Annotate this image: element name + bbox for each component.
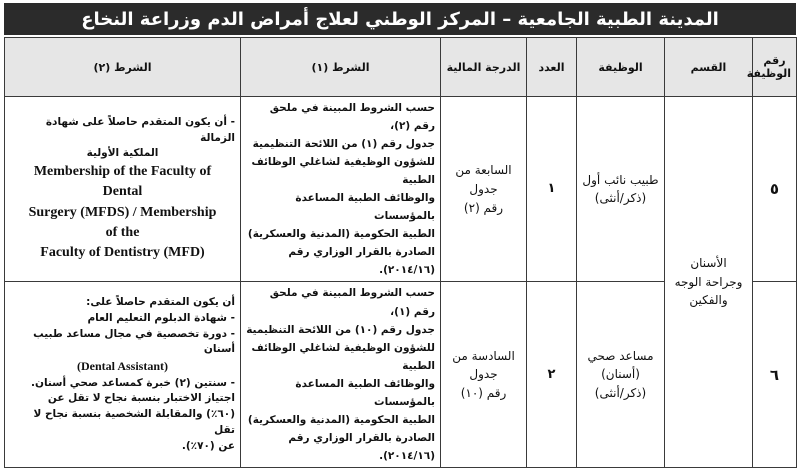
condition-line: الطبية الحكومية (المدنية والعسكرية)	[247, 228, 435, 241]
condition-line: - أن يكون المتقدم حاصلاً على شهادة الزمالة	[45, 115, 235, 144]
header-job: الوظيفة	[577, 38, 665, 97]
page-title: المدينة الطبية الجامعية – المركز الوطني لعلاج أمراض الدم وزراعة النخاع	[4, 3, 796, 35]
grade-line: رقم (١٠)	[460, 386, 507, 400]
english-qualification-line: Surgery (MFDS) / Membership	[28, 204, 217, 220]
department-cell: الأسنان وجراحة الوجه والفكين	[665, 97, 753, 468]
job-title-cell	[577, 97, 665, 282]
job-number-cell: ٥	[753, 97, 797, 282]
table-header-row	[5, 38, 797, 97]
condition-line: الصادرة بالقرار الوزاري رقم (٢٠١٤/١٦).	[288, 431, 435, 462]
count-cell: ١	[527, 97, 577, 282]
jobs-table	[4, 37, 797, 468]
condition-line: للشؤون الوظيفية لشاغلي الوظائف الطبية	[251, 156, 435, 187]
english-qualification-line: (Dental Assistant)	[76, 359, 168, 374]
job-number-cell: ٦	[753, 282, 797, 467]
english-qualification-line: Dental	[102, 184, 143, 200]
grade-cell	[441, 97, 527, 282]
condition-line: - شهادة الدبلوم التعليم العام	[87, 311, 235, 324]
grade-line: السادسة من جدول	[452, 348, 515, 382]
job-specialty-line: (أسنان)	[601, 367, 640, 382]
table-row	[5, 97, 797, 282]
header-count: العدد	[527, 38, 577, 97]
grade-line: رقم (٢)	[463, 200, 504, 215]
condition-line: الصادرة بالقرار الوزاري رقم (٢٠١٤/١٦).	[288, 246, 435, 277]
condition-1-cell	[241, 97, 441, 282]
condition-line: - سنتين (٢) خبرة كمساعد صحي أسنان.	[31, 376, 235, 389]
header-grade: الدرجة المالية	[441, 38, 527, 97]
condition-line: - دورة تخصصية في مجال مساعد طبيب أسنان	[33, 327, 235, 356]
header-condition-1: الشرط (١)	[241, 38, 441, 97]
job-gender-line: (ذكر/أنثى)	[594, 386, 647, 400]
condition-line: للشؤون الوظيفية لشاغلي الوظائف الطبية	[251, 341, 435, 372]
condition-line: جدول رقم (١) من اللائحة التنظيمية	[252, 138, 435, 151]
condition-2-cell	[5, 97, 241, 282]
condition-line: والوظائف الطبية المساعدة بالمؤسسات	[295, 377, 435, 408]
condition-line: الطبية الحكومية (المدنية والعسكرية)	[247, 413, 435, 426]
condition-line: أن يكون المتقدم حاصلاً على:	[86, 296, 235, 309]
english-qualification-line: Membership of the Faculty of	[33, 164, 212, 180]
job-title-line: طبيب نائب أول	[582, 172, 659, 187]
condition-line: والوظائف الطبية المساعدة بالمؤسسات	[295, 192, 435, 223]
condition-line: (٦٠٪) والمقابلة الشخصية بنسبة نجاح لا تقل	[33, 408, 235, 436]
condition-line: الملكية الأولية	[86, 147, 159, 160]
job-title-line: مساعد صحي	[587, 348, 654, 363]
header-department: القسم	[665, 38, 753, 97]
condition-line: حسب الشروط المبينة في ملحق رقم (١)،	[269, 287, 435, 318]
condition-line: حسب الشروط المبينة في ملحق رقم (٢)،	[269, 102, 435, 133]
english-qualification-line: Faculty of Dentistry (MFD)	[40, 245, 205, 261]
header-condition-2: الشرط (٢)	[5, 38, 241, 97]
job-gender-line: (ذكر/أنثى)	[594, 191, 647, 206]
condition-line: جدول رقم (١٠) من اللائحة التنظيمية	[246, 323, 435, 336]
condition-line: اجتياز الاختبار بنسبة نجاح لا تقل عن	[47, 392, 235, 405]
english-qualification-line: of the	[105, 225, 140, 240]
grade-line: السابعة من جدول	[455, 163, 512, 196]
count-cell: ٢	[527, 282, 577, 467]
condition-line: عن (٧٠٪).	[181, 439, 235, 452]
header-job-no: رقم الوظيفة	[753, 38, 797, 97]
